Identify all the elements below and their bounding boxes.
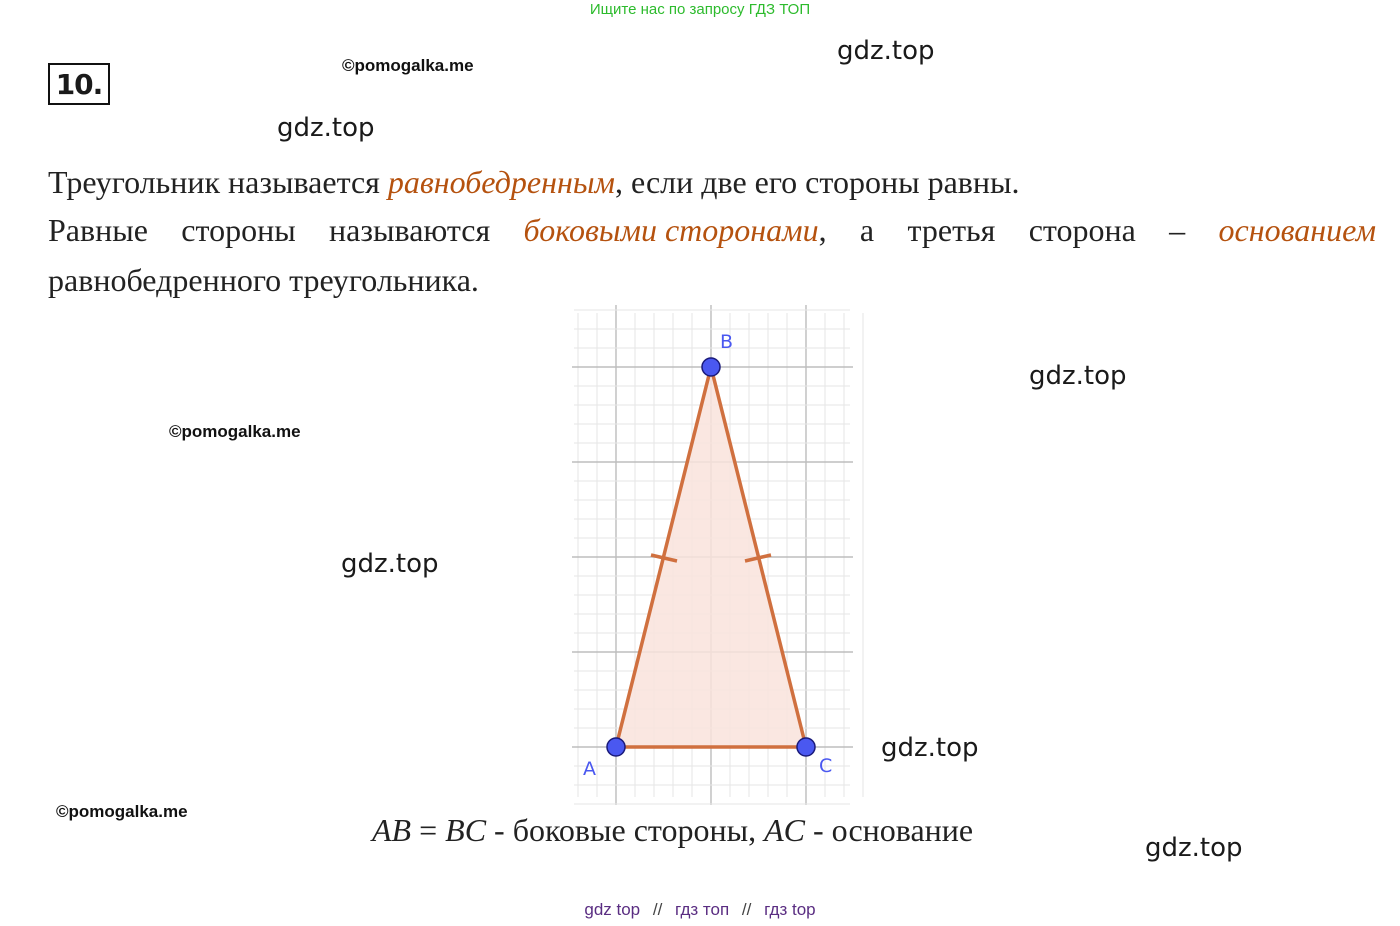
segment-ab: AB [372, 812, 412, 848]
line1-start: Треугольник называется [48, 164, 388, 200]
pomogalka-watermark-1: ©pomogalka.me [342, 56, 474, 75]
term-legs-wrap [524, 212, 827, 249]
word: сторона [1028, 212, 1136, 248]
footer-link-3[interactable]: гдз top [764, 900, 816, 919]
footer-links [0, 900, 1400, 920]
point-a[interactable] [607, 738, 625, 756]
label-b: B [720, 331, 734, 353]
gdz-watermark-2: gdz.top [277, 113, 375, 143]
top-banner[interactable]: Ищите нас по запросу ГДЗ ТОП [589, 1, 811, 18]
term-base: основанием [1218, 212, 1376, 248]
word: а [859, 212, 875, 248]
gdz-watermark-3: gdz.top [1029, 361, 1127, 391]
equals-sign: = [419, 812, 438, 848]
definition-line-1 [48, 164, 1020, 201]
conclusion-line [372, 812, 973, 849]
segment-bc: BC [445, 812, 487, 848]
footer-separator: // [741, 900, 752, 919]
line1-end: , если две его стороны равны. [614, 164, 1020, 200]
footer-link-2[interactable]: гдз топ [675, 900, 730, 919]
conclusion-text-1: - боковые стороны, [486, 812, 765, 848]
point-b[interactable] [702, 358, 720, 376]
label-a: A [583, 758, 596, 780]
task-number: 10. [48, 63, 110, 105]
word: третья [907, 212, 996, 248]
definition-line-3: равнобедренного треугольника. [48, 262, 479, 298]
conclusion-text-2: - основание [804, 812, 974, 848]
gdz-watermark-4: gdz.top [341, 549, 439, 579]
footer-separator: // [652, 900, 663, 919]
gdz-watermark-1: gdz.top [837, 36, 935, 66]
comma: , [818, 212, 827, 248]
pomogalka-watermark-3: ©pomogalka.me [56, 802, 188, 821]
triangle-figure [560, 305, 865, 805]
gdz-watermark-6: gdz.top [1145, 833, 1243, 863]
segment-ac: AC [764, 812, 805, 848]
dash: – [1169, 212, 1186, 248]
word: стороны [181, 212, 296, 248]
point-c[interactable] [797, 738, 815, 756]
gdz-watermark-5: gdz.top [881, 733, 979, 763]
word: называются [329, 212, 491, 248]
definition-line-2 [48, 212, 1376, 249]
term-legs: боковыми сторонами [523, 212, 819, 248]
word: Равные [48, 212, 148, 248]
term-isosceles: равнобедренным [387, 164, 615, 200]
pomogalka-watermark-2: ©pomogalka.me [169, 422, 301, 441]
label-c: C [819, 755, 833, 777]
footer-link-1[interactable]: gdz top [584, 900, 641, 919]
